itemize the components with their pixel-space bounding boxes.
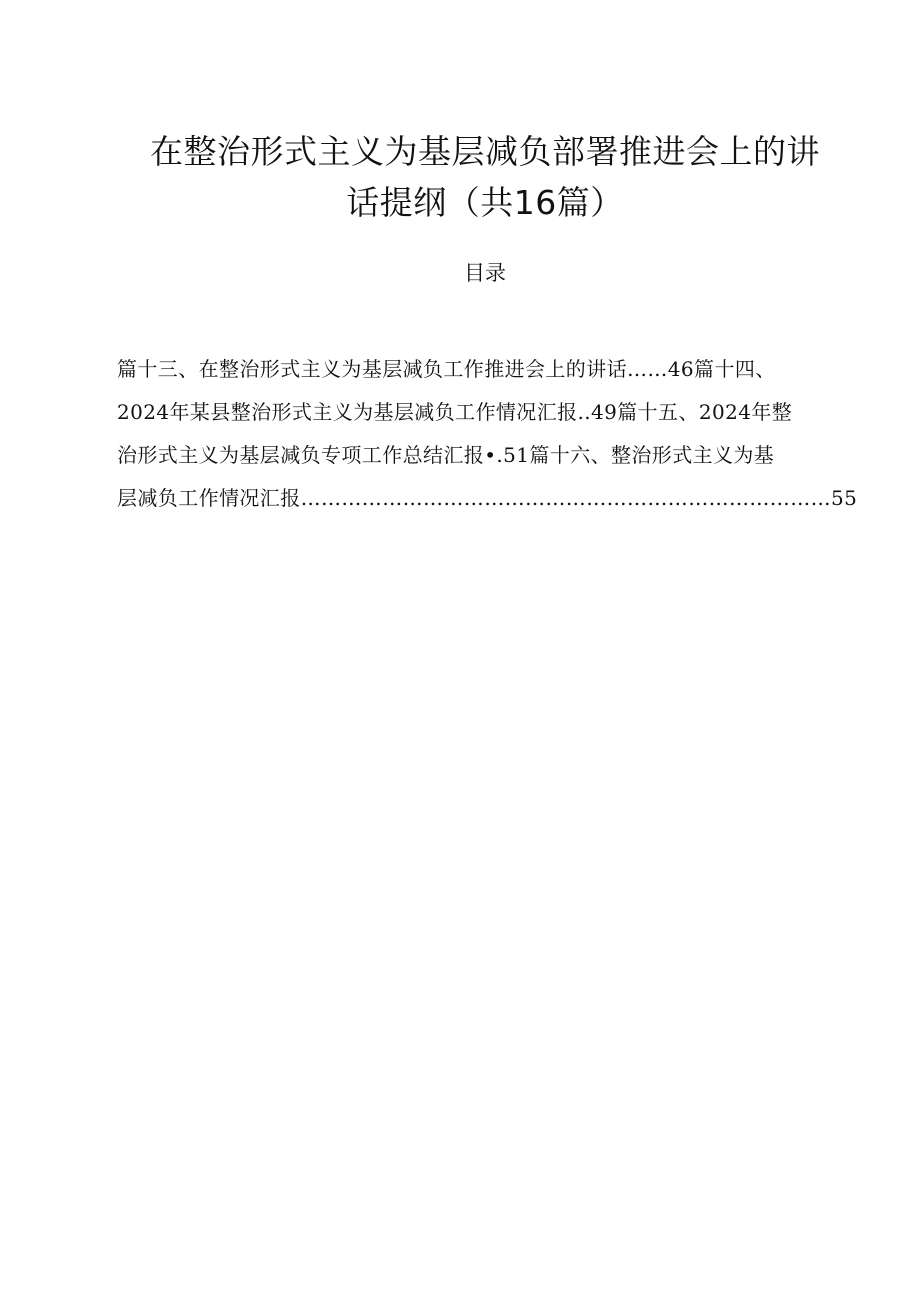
document-title [150, 126, 820, 228]
toc-line: 篇十三、在整治形式主义为基层减负工作推进会上的讲话……46篇十四、 [117, 357, 776, 381]
toc-line: 层减负工作情况汇报……………………………………………………………………55 [117, 486, 857, 510]
toc-heading: 目录 [464, 261, 506, 285]
toc-line: 治形式主义为基层减负专项工作总结汇报•.51篇十六、整治形式主义为基 [117, 443, 775, 467]
title-line-1: 在整治形式主义为基层减负部署推进会上的讲 [150, 132, 820, 171]
table-of-contents [117, 348, 857, 520]
title-line-2: 话提纲（共16篇） [346, 183, 624, 222]
toc-line: 2024年某县整治形式主义为基层减负工作情况汇报..49篇十五、2024年整 [117, 400, 793, 424]
